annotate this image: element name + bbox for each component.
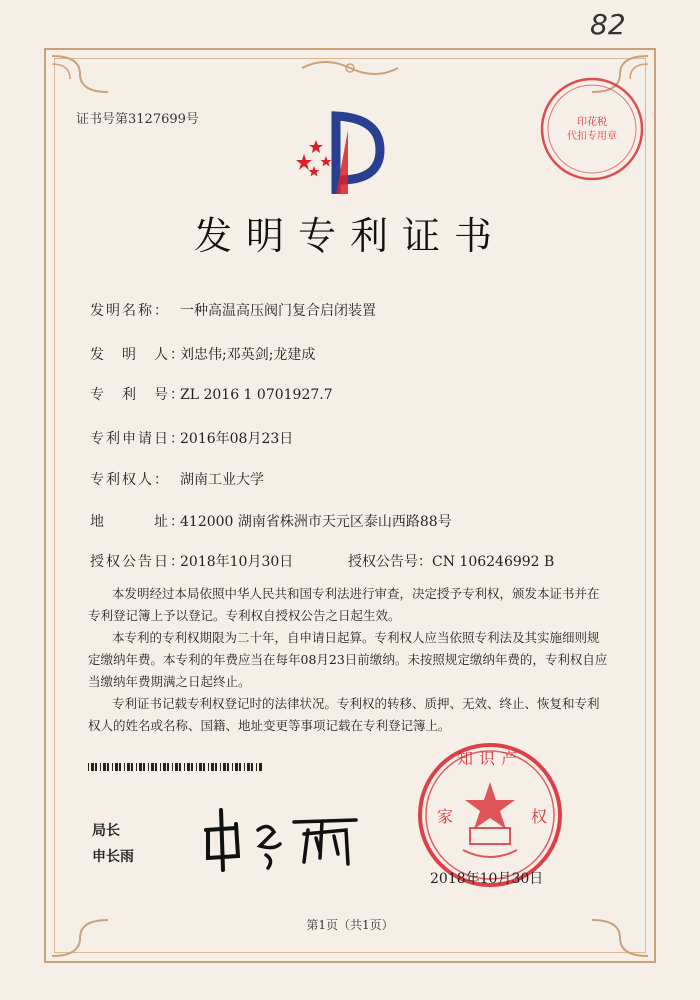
barcode-bar bbox=[227, 763, 229, 771]
barcode-bar bbox=[148, 763, 149, 771]
barcode-bar bbox=[167, 763, 169, 771]
barcode-bar bbox=[239, 763, 241, 771]
address-row bbox=[90, 511, 452, 531]
barcode-bar bbox=[175, 763, 178, 771]
barcode-bar bbox=[211, 763, 214, 771]
patentee-label: 专利权人： bbox=[90, 472, 170, 488]
handwritten-signature bbox=[196, 800, 366, 875]
barcode-bar bbox=[112, 763, 113, 771]
tax-stamp bbox=[538, 75, 646, 183]
patent-number-row bbox=[90, 384, 333, 404]
barcode-bar bbox=[95, 763, 97, 771]
barcode-bar bbox=[127, 763, 130, 771]
filing-date-value: 2016年08月23日 bbox=[180, 431, 294, 447]
barcode-bar bbox=[203, 763, 205, 771]
certificate-number: 证书号第3127699号 bbox=[76, 112, 199, 127]
barcode-bar bbox=[155, 763, 157, 771]
barcode-bar bbox=[184, 763, 185, 771]
barcode-bar bbox=[235, 763, 238, 771]
corner-ornament-top-left bbox=[50, 54, 110, 94]
svg-text:权: 权 bbox=[531, 807, 548, 826]
handwritten-note: 82 bbox=[590, 8, 626, 41]
paragraph-1: 本发明经过本局依照中华人民共和国专利法进行审查，决定授予专利权，颁发本证书并在专利登记簿上予以登记。专利权自授权公告之日起生效。 bbox=[88, 586, 600, 623]
svg-text:代扣专用章: 代扣专用章 bbox=[567, 131, 617, 142]
svg-text:知识产: 知识产 bbox=[456, 749, 524, 768]
barcode-bar bbox=[160, 763, 161, 771]
inventor-row bbox=[90, 344, 315, 364]
filing-date-label: 专利申请日： bbox=[90, 431, 186, 447]
patentee-row bbox=[90, 469, 264, 489]
barcode-bar bbox=[124, 763, 125, 771]
seal-date: 2018年10月30日 bbox=[430, 871, 544, 887]
invention-name-row bbox=[90, 300, 376, 320]
barcode-bar bbox=[191, 763, 193, 771]
grant-number-row bbox=[348, 551, 554, 571]
grant-number-label: 授权公告号： bbox=[348, 554, 432, 570]
svg-text:印花税: 印花税 bbox=[577, 117, 607, 128]
barcode-bar bbox=[259, 763, 262, 771]
barcode-bar bbox=[163, 763, 166, 771]
barcode-bar bbox=[131, 763, 133, 771]
barcode-bar bbox=[208, 763, 209, 771]
barcode-bar bbox=[256, 763, 257, 771]
barcode-bar bbox=[115, 763, 118, 771]
barcode-bar bbox=[196, 763, 197, 771]
svg-text:家: 家 bbox=[437, 807, 454, 826]
patentee-value: 湖南工业大学 bbox=[180, 472, 264, 488]
inventor-label: 发 明 人： bbox=[90, 347, 186, 363]
invention-name-label: 发明名称： bbox=[90, 303, 170, 319]
page-number: 第1页（共1页） bbox=[306, 918, 394, 932]
barcode-bar bbox=[199, 763, 202, 771]
barcode-bar bbox=[247, 763, 250, 771]
barcode-bar bbox=[220, 763, 221, 771]
barcode-bar bbox=[136, 763, 137, 771]
barcode-bar bbox=[151, 763, 154, 771]
barcode bbox=[88, 763, 263, 771]
barcode-bar bbox=[100, 763, 101, 771]
grant-date-value: 2018年10月30日 bbox=[180, 554, 294, 570]
filing-date-row bbox=[90, 428, 293, 448]
barcode-bar bbox=[119, 763, 121, 771]
barcode-bar bbox=[232, 763, 233, 771]
address-label: 地 址： bbox=[90, 514, 186, 530]
signatory-title: 局长 bbox=[92, 823, 120, 839]
address-value: 412000 湖南省株洲市天元区泰山西路88号 bbox=[180, 514, 452, 530]
page-title: 发明专利证书 bbox=[193, 214, 506, 258]
paragraph-2: 本专利的专利权期限为二十年，自申请日起算。专利权人应当依照专利法及其实施细则规定缴纳年费。本专利的年费应当在每年08月23日前缴纳。未按照规定缴纳年费的，专利权自应当缴纳年费期满之日起终止。 bbox=[88, 630, 608, 689]
signatory-name: 申长雨 bbox=[92, 849, 134, 865]
paragraph-3: 专利证书记载专利权登记时的法律状况。专利权的转移、质押、无效、终止、恢复和专利权人的姓名或名称、国籍、地址变更等事项记载在专利登记簿上。 bbox=[88, 696, 600, 733]
patent-number-value: ZL 2016 1 0701927.7 bbox=[180, 387, 333, 403]
top-ornament bbox=[300, 56, 400, 80]
barcode-bar bbox=[251, 763, 253, 771]
barcode-bar bbox=[107, 763, 109, 771]
barcode-bar bbox=[187, 763, 190, 771]
grant-number-value: CN 106246992 B bbox=[432, 554, 555, 570]
barcode-bar bbox=[179, 763, 181, 771]
patent-office-logo-icon bbox=[290, 110, 390, 200]
barcode-bar bbox=[143, 763, 145, 771]
barcode-bar bbox=[215, 763, 217, 771]
barcode-bar bbox=[88, 763, 89, 771]
patent-number-label: 专 利 号： bbox=[90, 387, 186, 403]
grant-date-label: 授权公告日： bbox=[90, 554, 186, 570]
barcode-bar bbox=[244, 763, 245, 771]
barcode-bar bbox=[139, 763, 142, 771]
inventor-value: 刘忠伟;邓英剑;龙建成 bbox=[180, 347, 316, 363]
barcode-bar bbox=[223, 763, 226, 771]
barcode-bar bbox=[91, 763, 94, 771]
invention-name-value: 一种高温高压阀门复合启闭装置 bbox=[180, 303, 376, 319]
barcode-bar bbox=[172, 763, 173, 771]
barcode-bar bbox=[103, 763, 106, 771]
grant-date-row bbox=[90, 551, 293, 571]
